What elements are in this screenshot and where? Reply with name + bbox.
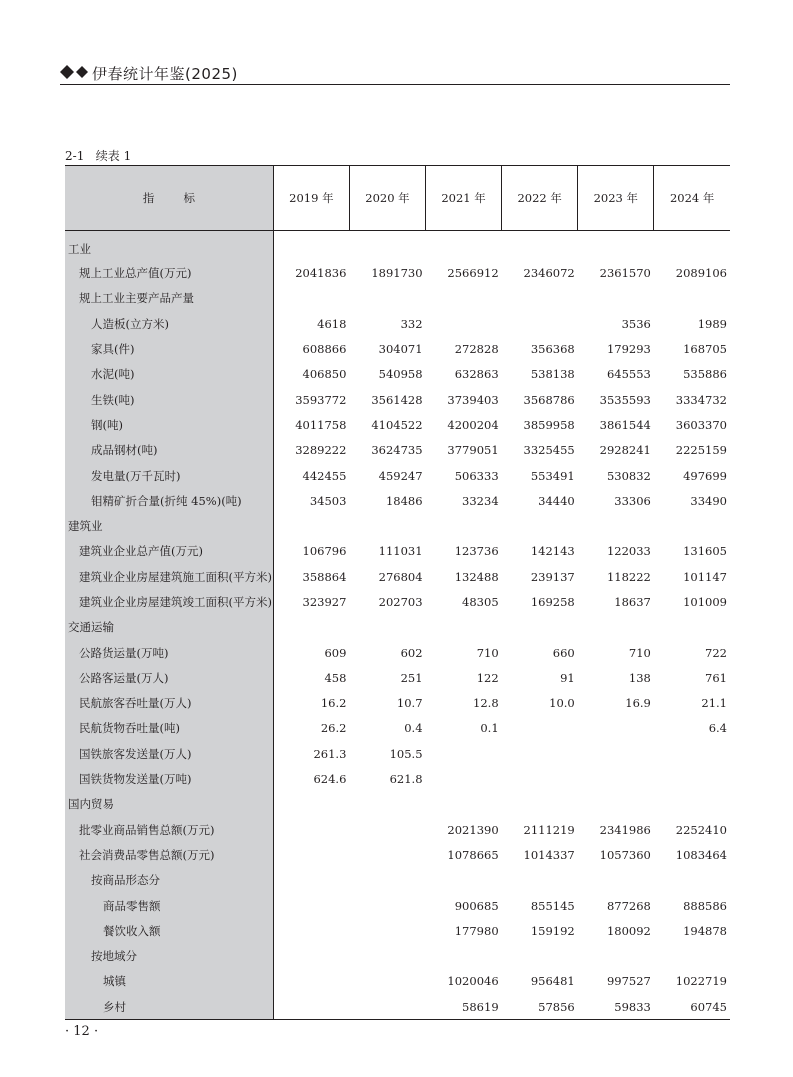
table-cell: 111031 xyxy=(378,544,423,559)
table-cell: 710 xyxy=(476,645,499,660)
table-caption: 2-1 续表 1 xyxy=(65,149,132,163)
table-cell: 1083464 xyxy=(675,847,727,862)
table-cell xyxy=(273,286,349,311)
table-cell xyxy=(502,716,578,741)
table-cell: 3603370 xyxy=(675,417,727,432)
table-cell: 3859958 xyxy=(523,417,575,432)
table-row xyxy=(65,311,730,336)
indicator-label: 生铁(吨) xyxy=(65,387,273,412)
table-cell: 1989 xyxy=(697,316,727,331)
table-cell: 2361570 xyxy=(599,266,651,281)
table-cell xyxy=(349,893,425,918)
table-cell: 4618 xyxy=(317,316,347,331)
table-row xyxy=(65,463,730,488)
page-number: · 12 · xyxy=(65,1024,99,1039)
indicator-label: 规上工业主要产品产量 xyxy=(65,286,273,311)
table-cell xyxy=(578,231,654,261)
section-label: 建筑业 xyxy=(65,513,273,538)
table-cell xyxy=(578,716,654,741)
table-cell: 16.2 xyxy=(320,696,347,711)
table-cell: 2928241 xyxy=(599,443,651,458)
table-cell xyxy=(349,994,425,1019)
table-cell xyxy=(349,868,425,893)
table-cell: 168705 xyxy=(683,342,727,357)
table-cell xyxy=(426,311,502,336)
table-cell xyxy=(349,969,425,994)
indicator-label: 发电量(万千瓦时) xyxy=(65,463,273,488)
table-cell xyxy=(349,918,425,943)
table-cell xyxy=(654,766,730,791)
table-cell: 506333 xyxy=(454,468,499,483)
table-row xyxy=(65,412,730,437)
table-row xyxy=(65,665,730,690)
table-cell: 2252410 xyxy=(675,822,727,837)
table-cell: 122 xyxy=(476,670,499,685)
indicator-column-header: 指 标 xyxy=(65,166,273,231)
table-cell: 1057360 xyxy=(599,847,651,862)
table-cell: 538138 xyxy=(530,367,575,382)
indicator-label: 民航货物吞吐量(吨) xyxy=(65,716,273,741)
table-cell: 2225159 xyxy=(675,443,727,458)
table-cell: 3624735 xyxy=(371,443,423,458)
table-cell: 261.3 xyxy=(313,746,347,761)
table-cell: 202703 xyxy=(378,595,423,609)
year-column-header: 2021 年 xyxy=(426,166,502,231)
table-cell: 131605 xyxy=(683,544,727,559)
indicator-label: 钢(吨) xyxy=(65,412,273,437)
table-cell: 358864 xyxy=(302,569,347,584)
table-cell: 18637 xyxy=(614,595,651,609)
table-row xyxy=(65,893,730,918)
table-cell xyxy=(502,868,578,893)
table-cell: 761 xyxy=(705,670,727,685)
table-cell xyxy=(578,741,654,766)
table-cell xyxy=(273,994,349,1019)
table-cell xyxy=(426,741,502,766)
table-cell: 602 xyxy=(400,645,423,660)
table-row xyxy=(65,842,730,867)
indicator-label: 社会消费品零售总额(万元) xyxy=(65,842,273,867)
year-column-header: 2022 年 xyxy=(502,166,578,231)
table-row xyxy=(65,564,730,589)
table-cell: 26.2 xyxy=(320,721,347,736)
yearbook-title: 伊春统计年鉴(2025) xyxy=(92,65,238,83)
table-cell xyxy=(273,513,349,538)
table-row xyxy=(65,438,730,463)
table-cell xyxy=(654,286,730,311)
table-cell: 0.4 xyxy=(404,721,423,736)
table-cell xyxy=(502,311,578,336)
year-column-header: 2024 年 xyxy=(654,166,730,231)
table-cell xyxy=(654,944,730,969)
table-cell: 888586 xyxy=(683,898,727,913)
indicator-label: 批零业商品销售总额(万元) xyxy=(65,817,273,842)
table-cell: 3779051 xyxy=(447,443,499,458)
table-cell: 58619 xyxy=(426,994,502,1019)
table-row xyxy=(65,969,730,994)
table-cell: 106796 xyxy=(302,544,347,559)
table-cell xyxy=(578,868,654,893)
table-cell xyxy=(654,741,730,766)
statistics-table xyxy=(65,165,730,1020)
table-cell xyxy=(502,741,578,766)
table-cell: 138 xyxy=(628,670,651,685)
indicator-label: 建筑业企业总产值(万元) xyxy=(65,539,273,564)
table-cell: 3861544 xyxy=(599,417,651,432)
indicator-label: 建筑业企业房屋建筑竣工面积(平方米) xyxy=(65,589,273,614)
table-cell xyxy=(578,766,654,791)
table-cell: 105.5 xyxy=(389,746,423,761)
year-column-header: 2019 年 xyxy=(273,166,349,231)
table-cell xyxy=(426,766,502,791)
table-cell xyxy=(502,286,578,311)
table-cell: 33490 xyxy=(690,493,727,508)
table-cell: 624.6 xyxy=(313,772,347,787)
table-cell: 16.9 xyxy=(625,696,651,711)
table-cell: 2021390 xyxy=(447,822,499,837)
table-row xyxy=(65,336,730,361)
table-cell: 4200204 xyxy=(447,417,499,432)
table-cell xyxy=(654,868,730,893)
table-cell xyxy=(273,792,349,817)
table-cell: 3325455 xyxy=(523,443,575,458)
section-label: 交通运输 xyxy=(65,615,273,640)
table-header-row xyxy=(65,166,730,231)
table-cell: 621.8 xyxy=(389,772,423,787)
table-cell xyxy=(502,944,578,969)
table-cell xyxy=(426,286,502,311)
table-cell: 169258 xyxy=(530,595,575,609)
table-cell xyxy=(349,842,425,867)
table-cell xyxy=(426,513,502,538)
table-row xyxy=(65,994,730,1019)
table-cell: 48305 xyxy=(462,595,499,609)
table-row xyxy=(65,741,730,766)
table-cell: 2566912 xyxy=(447,266,499,281)
table-cell: 142143 xyxy=(530,544,575,559)
indicator-label: 公路货运量(万吨) xyxy=(65,640,273,665)
table-cell xyxy=(426,868,502,893)
table-cell: 60745 xyxy=(654,994,730,1019)
year-column-header: 2023 年 xyxy=(578,166,654,231)
table-cell: 91 xyxy=(560,670,575,685)
table-row xyxy=(65,766,730,791)
table-row xyxy=(65,261,730,286)
table-cell: 356368 xyxy=(530,342,575,357)
indicator-label: 国铁货物发送量(万吨) xyxy=(65,766,273,791)
table-cell: 239137 xyxy=(530,569,575,584)
table-cell: 332 xyxy=(400,316,423,331)
table-cell xyxy=(349,286,425,311)
table-cell: 33234 xyxy=(462,493,499,508)
table-cell: 1022719 xyxy=(675,974,727,989)
table-cell: 33306 xyxy=(614,493,651,508)
table-cell xyxy=(502,231,578,261)
indicator-label: 家具(件) xyxy=(65,336,273,361)
table-row xyxy=(65,615,730,640)
indicator-label: 人造板(立方米) xyxy=(65,311,273,336)
table-cell: 660 xyxy=(552,645,575,660)
table-cell: 956481 xyxy=(530,974,575,989)
table-row xyxy=(65,231,730,261)
table-cell: 3593772 xyxy=(295,392,347,407)
table-cell: 3535593 xyxy=(599,392,651,407)
table-cell xyxy=(273,944,349,969)
table-cell: 101147 xyxy=(683,569,727,584)
table-cell xyxy=(578,944,654,969)
table-row xyxy=(65,286,730,311)
table-row xyxy=(65,868,730,893)
table-cell xyxy=(273,868,349,893)
table-cell: 3568786 xyxy=(523,392,575,407)
table-cell: 855145 xyxy=(530,898,575,913)
table-cell: 6.4 xyxy=(708,721,727,736)
indicator-label: 餐饮收入额 xyxy=(65,918,273,943)
table-cell: 877268 xyxy=(606,898,651,913)
table-cell xyxy=(426,944,502,969)
running-header xyxy=(60,62,730,85)
table-cell: 645553 xyxy=(606,367,651,382)
table-cell: 251 xyxy=(400,670,423,685)
table-cell xyxy=(426,792,502,817)
table-row xyxy=(65,716,730,741)
table-cell: 18486 xyxy=(385,493,423,508)
table-cell: 2341986 xyxy=(599,822,651,837)
table-cell: 3561428 xyxy=(371,392,423,407)
table-cell: 1891730 xyxy=(371,266,423,281)
table-cell: 304071 xyxy=(378,342,423,357)
table-cell xyxy=(654,615,730,640)
year-column-header: 2020 年 xyxy=(349,166,425,231)
table-cell xyxy=(654,792,730,817)
table-cell: 2346072 xyxy=(523,266,575,281)
table-cell: 722 xyxy=(705,645,727,660)
table-cell xyxy=(273,969,349,994)
table-cell: 276804 xyxy=(378,569,423,584)
table-cell: 1020046 xyxy=(447,974,499,989)
indicator-label: 建筑业企业房屋建筑施工面积(平方米) xyxy=(65,564,273,589)
table-row xyxy=(65,387,730,412)
table-row xyxy=(65,362,730,387)
table-cell xyxy=(502,615,578,640)
table-cell: 159192 xyxy=(530,923,575,938)
table-row xyxy=(65,589,730,614)
table-cell: 10.0 xyxy=(549,696,575,711)
table-row xyxy=(65,488,730,513)
table-cell: 530832 xyxy=(606,468,651,483)
table-cell: 272828 xyxy=(454,342,499,357)
table-cell: 4104522 xyxy=(371,417,423,432)
section-label: 国内贸易 xyxy=(65,792,273,817)
table-cell: 442455 xyxy=(302,468,347,483)
table-cell xyxy=(502,766,578,791)
table-cell: 177980 xyxy=(454,923,499,938)
table-cell xyxy=(273,231,349,261)
table-cell xyxy=(654,513,730,538)
table-cell: 632863 xyxy=(454,367,499,382)
table-cell: 57856 xyxy=(502,994,578,1019)
indicator-label: 规上工业总产值(万元) xyxy=(65,261,273,286)
table-cell xyxy=(273,842,349,867)
table-cell: 3334732 xyxy=(675,392,727,407)
table-cell: 3536 xyxy=(621,316,651,331)
table-cell: 180092 xyxy=(606,923,651,938)
table-cell xyxy=(654,231,730,261)
table-cell xyxy=(273,918,349,943)
table-row xyxy=(65,539,730,564)
table-cell: 21.1 xyxy=(701,696,727,711)
table-cell: 459247 xyxy=(378,468,423,483)
table-cell: 34503 xyxy=(309,493,347,508)
section-label: 工业 xyxy=(65,231,273,261)
table-cell: 323927 xyxy=(302,595,347,609)
indicator-label: 民航旅客吞吐量(万人) xyxy=(65,691,273,716)
table-cell: 997527 xyxy=(606,974,651,989)
table-cell: 179293 xyxy=(606,342,651,357)
table-cell: 59833 xyxy=(578,994,654,1019)
table-cell: 4011758 xyxy=(295,417,347,432)
table-cell: 10.7 xyxy=(396,696,423,711)
table-cell: 497699 xyxy=(683,468,727,483)
table-cell xyxy=(349,792,425,817)
indicator-label: 水泥(吨) xyxy=(65,362,273,387)
table-row xyxy=(65,792,730,817)
indicator-label: 按地域分 xyxy=(65,944,273,969)
table-cell: 194878 xyxy=(683,923,727,938)
table-cell xyxy=(426,231,502,261)
table-cell: 540958 xyxy=(378,367,423,382)
table-cell: 553491 xyxy=(530,468,575,483)
table-cell xyxy=(273,893,349,918)
indicator-label: 公路客运量(万人) xyxy=(65,665,273,690)
table-body xyxy=(65,231,730,1020)
table-cell: 1014337 xyxy=(523,847,575,862)
table-cell: 2041836 xyxy=(295,266,347,281)
indicator-label: 钼精矿折合量(折纯 45%)(吨) xyxy=(65,488,273,513)
indicator-label: 成品钢材(吨) xyxy=(65,438,273,463)
table-cell: 3739403 xyxy=(447,392,499,407)
table-cell xyxy=(578,792,654,817)
indicator-label: 商品零售额 xyxy=(65,893,273,918)
table-cell xyxy=(349,231,425,261)
table-cell xyxy=(349,513,425,538)
table-row xyxy=(65,640,730,665)
table-cell: 608866 xyxy=(302,342,347,357)
table-cell: 2111219 xyxy=(523,822,575,837)
table-cell xyxy=(273,615,349,640)
table-cell: 123736 xyxy=(454,544,499,559)
diamond-icon xyxy=(60,65,92,79)
table-cell: 900685 xyxy=(454,898,499,913)
table-cell: 34440 xyxy=(538,493,575,508)
table-cell: 0.1 xyxy=(480,721,499,736)
indicator-label: 国铁旅客发送量(万人) xyxy=(65,741,273,766)
table-cell xyxy=(578,615,654,640)
indicator-label: 按商品形态分 xyxy=(65,868,273,893)
table-cell: 3289222 xyxy=(295,443,347,458)
table-cell: 2089106 xyxy=(675,266,727,281)
table-cell xyxy=(349,944,425,969)
table-cell: 122033 xyxy=(606,544,651,559)
table-row xyxy=(65,513,730,538)
table-cell xyxy=(349,817,425,842)
table-cell: 1078665 xyxy=(447,847,499,862)
table-cell: 710 xyxy=(628,645,651,660)
table-cell: 132488 xyxy=(454,569,499,584)
table-row xyxy=(65,691,730,716)
table-cell: 12.8 xyxy=(473,696,499,711)
indicator-label: 乡村 xyxy=(65,994,273,1019)
table-cell: 406850 xyxy=(302,367,347,382)
table-cell: 609 xyxy=(324,645,347,660)
table-cell xyxy=(426,615,502,640)
table-cell xyxy=(273,817,349,842)
table-cell xyxy=(578,286,654,311)
indicator-label: 城镇 xyxy=(65,969,273,994)
table-cell xyxy=(349,615,425,640)
table-cell xyxy=(502,792,578,817)
table-cell xyxy=(578,513,654,538)
table-cell: 535886 xyxy=(683,367,727,382)
table-row xyxy=(65,918,730,943)
table-cell: 118222 xyxy=(606,569,651,584)
table-cell: 458 xyxy=(324,670,347,685)
table-cell xyxy=(502,513,578,538)
table-row xyxy=(65,817,730,842)
table-row xyxy=(65,944,730,969)
table-cell: 101009 xyxy=(683,595,727,609)
